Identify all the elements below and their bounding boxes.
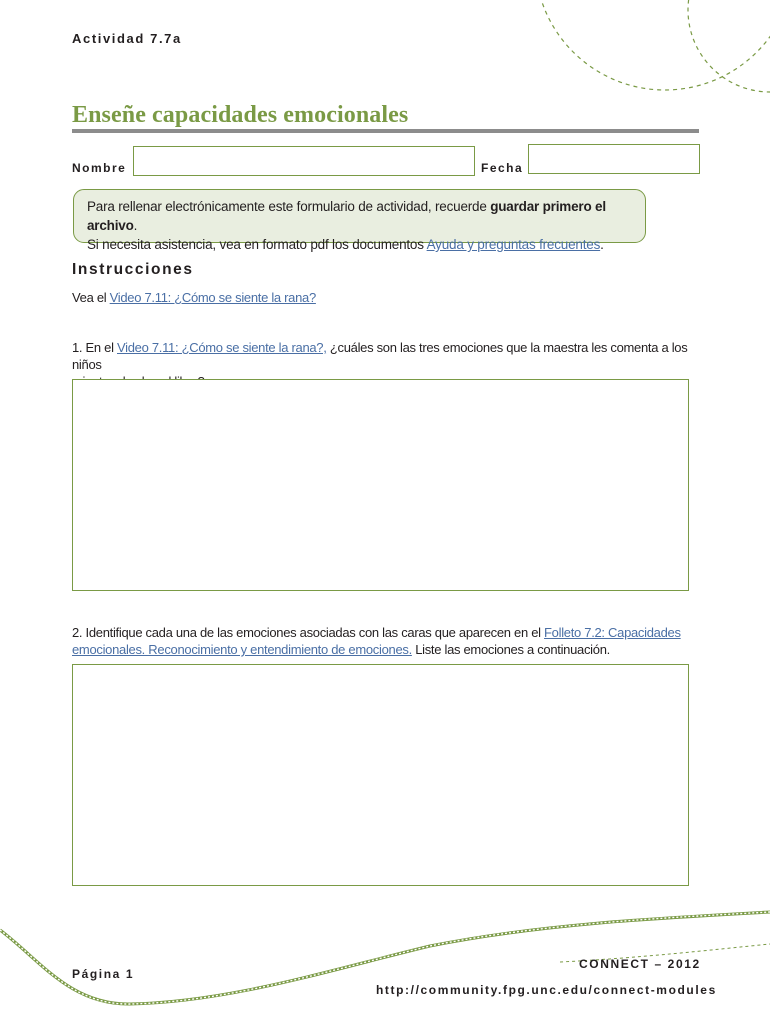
question-1-line-1 <box>72 339 702 373</box>
date-field[interactable] <box>528 144 700 174</box>
notice-line1-end: . <box>133 218 138 233</box>
notice-line1-text: Para rellenar electrónicamente este formulario de actividad, recuerde <box>87 199 491 214</box>
question-1-video-link[interactable]: Video 7.11: ¿Cómo se siente la rana?, <box>117 340 327 355</box>
save-notice-box <box>73 189 646 252</box>
page-number: Página 1 <box>72 967 135 981</box>
footer-url: http://community.fpg.unc.edu/connect-modules <box>376 983 717 997</box>
question-2-line-2 <box>72 641 702 658</box>
notice-bold-text: guardar primero el archivo <box>87 199 606 233</box>
answer-field-1[interactable] <box>72 379 689 591</box>
question-2-line-1 <box>72 624 702 641</box>
activity-label: Actividad 7.7a <box>72 31 182 46</box>
help-faq-link[interactable]: Ayuda y preguntas frecuentes <box>426 237 601 252</box>
question-2-text: Liste las emociones a continuación. <box>411 642 610 657</box>
answer-field-2[interactable] <box>72 664 689 886</box>
question-1-text: ¿cuáles son las tres emociones que la maestra les comenta a los niños <box>72 340 688 372</box>
name-field[interactable] <box>133 146 475 176</box>
video-link[interactable]: Video 7.11: ¿Cómo se siente la rana? <box>109 290 316 305</box>
notice-line-2 <box>87 235 631 254</box>
date-label: Fecha <box>481 161 524 175</box>
handout-link-part-1[interactable]: Folleto 7.2: Capacidades <box>544 625 681 640</box>
instructions-intro <box>72 289 316 306</box>
question-2-prefix: 2. Identifique cada una de las emociones asociadas con las caras que aparecen en el <box>72 625 545 640</box>
page-title: Enseñe capacidades emocionales <box>72 102 409 128</box>
title-divider <box>72 129 699 133</box>
question-2 <box>72 624 702 658</box>
handout-link-part-2[interactable]: emocionales. Reconocimiento y entendimiento de emociones. <box>72 642 412 657</box>
footer-brand: CONNECT – 2012 <box>579 957 701 971</box>
notice-line-1 <box>87 197 631 235</box>
notice-line2-text: Si necesita asistencia, vea en formato pdf los documentos <box>87 237 427 252</box>
instructions-heading: Instrucciones <box>72 261 194 278</box>
notice-line2-end: . <box>600 237 604 252</box>
name-label: Nombre <box>72 161 127 175</box>
intro-text: Vea el <box>72 290 110 305</box>
question-1-prefix: 1. En el <box>72 340 117 355</box>
